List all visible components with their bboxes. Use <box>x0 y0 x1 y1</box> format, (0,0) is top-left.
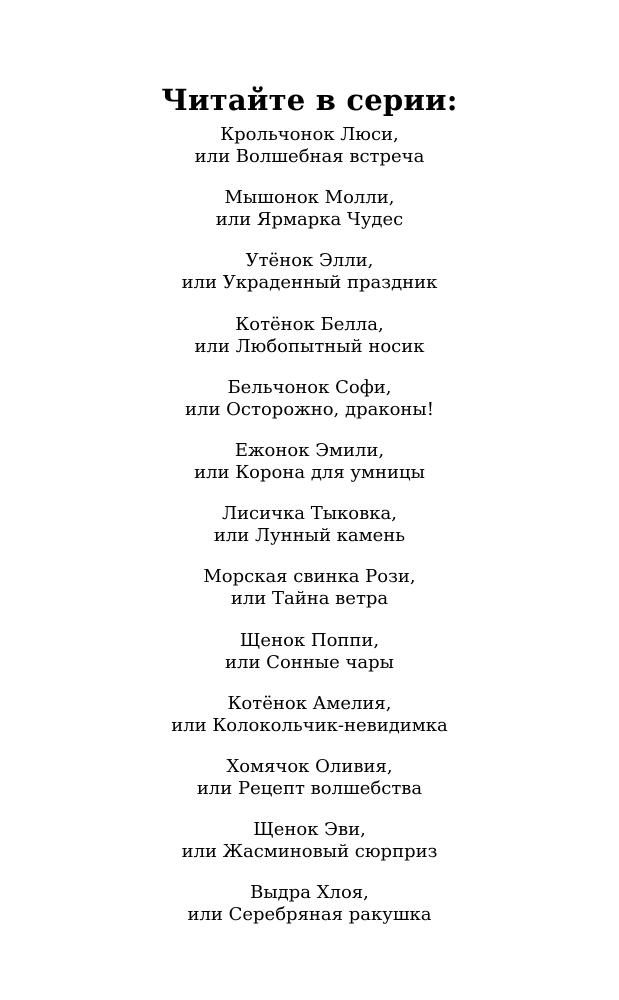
book-subtitle: или Серебряная ракушка <box>187 904 432 926</box>
series-book-list <box>0 124 619 945</box>
book-name: Мышонок Молли, <box>224 187 395 209</box>
book-entry <box>0 503 619 566</box>
book-subtitle: или Корона для умницы <box>194 461 425 483</box>
book-entry <box>0 440 619 503</box>
book-name: Выдра Хлоя, <box>250 882 369 904</box>
book-entry <box>0 882 619 945</box>
book-subtitle: или Осторожно, драконы! <box>185 398 434 420</box>
book-entry <box>0 693 619 756</box>
book-subtitle: или Жасминовый сюрприз <box>181 841 438 863</box>
book-subtitle: или Сонные чары <box>225 651 394 673</box>
book-subtitle: или Тайна ветра <box>230 588 389 610</box>
book-subtitle: или Колокольчик-невидимка <box>171 714 448 736</box>
book-subtitle: или Украденный праздник <box>181 272 438 294</box>
book-name: Лисичка Тыковка, <box>222 503 397 525</box>
book-name: Морская свинка Рози, <box>203 566 416 588</box>
book-name: Крольчонок Люси, <box>220 124 399 145</box>
book-name: Ежонок Эмили, <box>234 439 385 461</box>
book-entry <box>0 250 619 313</box>
book-name: Котёнок Белла, <box>235 313 384 335</box>
book-name: Щенок Поппи, <box>239 629 380 651</box>
book-entry <box>0 377 619 440</box>
book-name: Котёнок Амелия, <box>227 692 392 714</box>
book-name: Бельчонок Софи, <box>227 376 392 398</box>
book-subtitle: или Рецепт волшебства <box>196 777 423 799</box>
book-entry <box>0 187 619 250</box>
page-title: Читайте в серии: <box>161 83 458 118</box>
book-entry <box>0 630 619 693</box>
book-subtitle: или Ярмарка Чудес <box>215 209 404 231</box>
book-entry <box>0 756 619 819</box>
book-subtitle: или Лунный камень <box>213 525 406 547</box>
book-subtitle: или Любопытный носик <box>194 335 425 357</box>
book-entry <box>0 124 619 187</box>
book-name: Хомячок Оливия, <box>226 755 393 777</box>
book-entry <box>0 314 619 377</box>
book-name: Щенок Эви, <box>253 819 366 841</box>
book-entry <box>0 566 619 629</box>
book-name: Утёнок Элли, <box>245 250 374 272</box>
book-entry <box>0 819 619 882</box>
book-subtitle: или Волшебная встреча <box>194 146 425 167</box>
